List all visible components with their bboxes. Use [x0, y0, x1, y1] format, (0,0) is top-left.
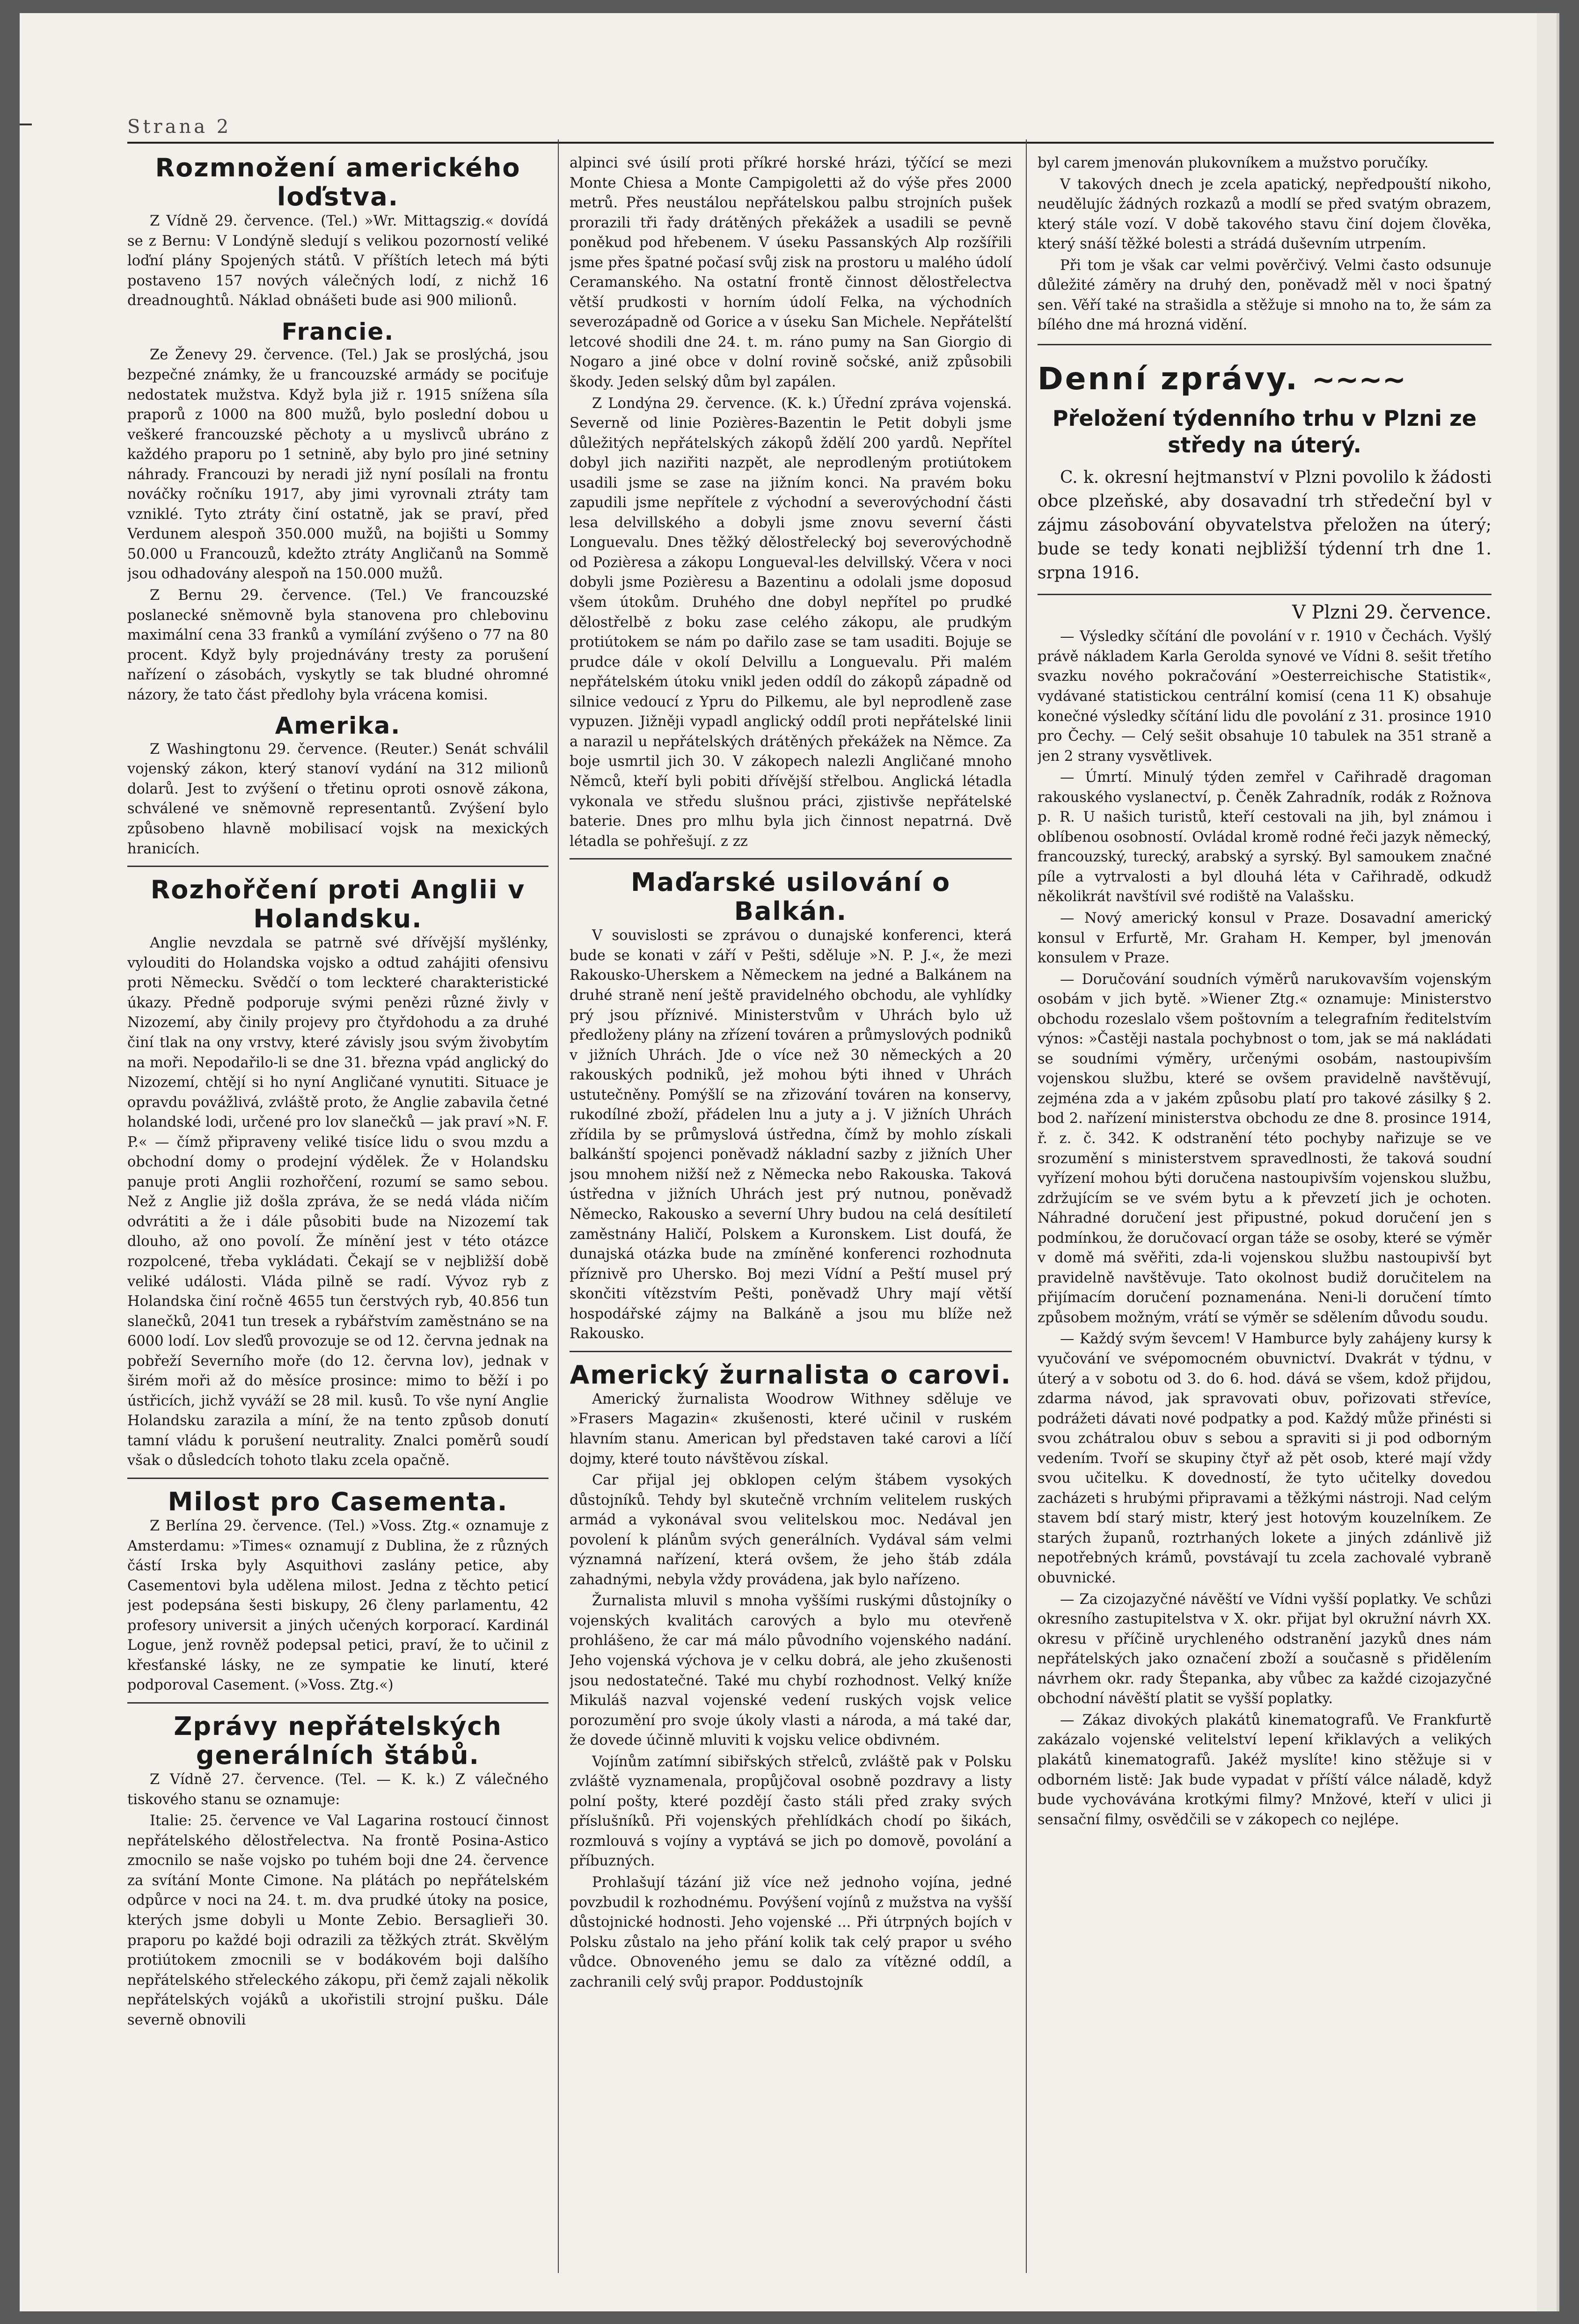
- scan-edge: [1557, 13, 1559, 2311]
- heading-casement: Milost pro Casementa.: [168, 1487, 508, 1516]
- market-announcement: C. k. okresní hejtmanství v Plzni povolilo k žádosti obce plzeňské, aby dosavadní trh středeční byl v zájmu zásobování obyvatelstva přeložen na úterý; bude se tedy konati nejbližší týdenní trh dne 1. srpna 1916.: [1038, 467, 1491, 583]
- article-paragraph: Z Vídně 29. července. (Tel.) »Wr. Mittagszig.« dovídá se z Bernu: V Londýně sledují s velikou pozorností veliké loďní plány Spojených států. V příštích letech má býti postaveno 157 nových válečných lodí, z nichž 16 dreadnoughtů. Náklad obnášeti bude asi 900 milionů.: [127, 213, 548, 309]
- scan-margin: [1537, 13, 1559, 2311]
- section-rule: [1038, 594, 1491, 595]
- article-paragraph: V takových dnech je zcela apatický, nepředpouští nikoho, neudělujíc žádných rozkazů a modlí se před svatým obrazem, který stále vozí. V době takového stavu činí dojem člověka, který snáší těžké bolesti a strádá duševním utrpením.: [1038, 176, 1491, 253]
- article-paragraph: Prohlašují tázání již více než jednoho vojína, jedné povzbudil k rozhodnému. Povýšení vojínů z mužstva na vyšší důstojnické hodnosti. Jeho vojenské ... Při útrpných bojích v Polsku zůstalo na jeho přání kolik tak celý prapor u svého vůdce. Obnoveného jemu se dalo za vítězné oddíl, a zachranili celý svůj prapor. Poddustojník: [570, 1874, 1012, 1990]
- column-divider-1: [558, 139, 559, 2273]
- column-1: [127, 153, 548, 2259]
- section-rule: [570, 858, 1012, 860]
- header-rule: [127, 142, 1494, 144]
- article-paragraph: Vojínům zatímní sibiřských střelců, zvláště pak v Polsku zvláště vyznamenala, propůjčoval osobně pozdravy a listy polní pošty, které pozdějí často stáli před zraky svých příslušníků. Při vojenských přehlídkách chodí po šikách, rozmlouvá s vojíny a vyptává se jich po domově, povolání a příbuzných.: [570, 1753, 1012, 1870]
- article-paragraph: Z Londýna 29. července. (K. k.) Úřední zpráva vojenská. Severně od linie Pozières-Bazentin le Petit dobyli jsme důležitých nepřátelských zákopů ždělí 200 yardů. Nepřítel dobyl jich naziřiti nazpět, ale neprodleným protiútokem usadili jsme se zase na jižním konci. Na pravém boku zapudili jsme nepřítele z východní a severovýchodní části lesa delvillského a dobyli jsme znovu severní části Longuevalu. Dnes těžký dělostřelecký boj severovýchodně od Pozièresa a zákopu Longueval-les delvillský. Včera v noci dobyli jsme Pozièresu a Bazentinu a odolali jsme doposud všem útokům. Druhého dne dobyl nepřítel po prudké dělostřelbě z boku zase celého zákopu, ale prudkým protiútokem se nám po dařilo zase se tam usaditi. Bojuje se prudce dále v okolí Delvillu a Longuevalu. Při malém nepřátelském útoku vnikl jeden oddíl do zákopů západně od silnice vedoucí z Ypru do Pilkemu, ale byl neprodleně zase vypuzen. Jižněji vypadl anglický oddíl proti nepřátelské linii a narazil u nepřátelských drátěných překážek na Němce. Za boje usmrtil jich 30. V zákopech nalezli Angličané mnoho Němců, kteří byli pobiti dřívější střelbou. Anglická létadla vykonala ve středu slušnou práci, zjistivše nepřátelské baterie. Dnes pro mlhu byla jich činnost nepatrná. Dvě létadla se pohřešují. z zz: [570, 395, 1012, 850]
- daily-news-heading: Denní zprávy.: [1038, 360, 1299, 397]
- news-item: — Úmrtí. Minulý týden zemřel v Cařihradě dragoman rakouského vyslanectví, p. Čeněk Zahradník, rodák z Rožnova p. R. U našich turistů, kteří cestovali na jih, byl známou i oblíbenou osobností. Ovládal kromě rodné řeči jazyk německý, francouzský, turecký, arabský a syrský. Byl samoukem značné píle a vytrvalosti a byl dlouhá léta v Cařihradě, odkudž několikrát navštívil své rodiště na Valašsku.: [1038, 769, 1491, 905]
- daily-news-banner: [1038, 357, 1491, 401]
- section-rule: [127, 1478, 548, 1479]
- article-paragraph: Při tom je však car velmi pověrčivý. Velmi často odsunuje důležité záměry na druhý den, poněvadž měl v noci špatný sen. Věří také na strašidla a stěžuje si mnoho na to, že sám za bílého dne má hrozná vidění.: [1038, 257, 1491, 334]
- article-paragraph: Car přijal jej obklopen celým štábem vysokých důstojníků. Tehdy byl skutečně vrchním velitelem ruských armád a vykonával svou velitelskou moc. Nedával jen povolení k plánům svých generálních. Vydával sám velmi významná nařízení, která ovšem, že jeho štáb zdála zahadnými, nebyla vždy provádena, jak bylo nařízeno.: [570, 1472, 1012, 1588]
- article-paragraph: V souvislosti se zprávou o dunajské konferenci, která bude se konati v září v Pešti, sděluje »N. P. J.«, že mezi Rakousko-Uherskem a Německem na jedné a Balkánem na druhé straně není ještě pravidelného obchodu, ale vyhlídky prý jsou příznivé. Ministerstvům v Uhrách bylo už předloženy plány na zřízení továren a průmyslových podniků v jižních Uhrách. Jde o více než 30 německých a 20 rakouských podniků, jež mohou býti ihned v Uhrách ustutečněny. Pomýšlí se na zřizování továren na konservy, rukodílné zboží, přádelen lnu a juty a j. V jižních Uhrách zřídila by se průmyslová ústředna, čímž by mohlo získali balkánští spojenci poněvadž nákladní sazby z jižních Uher jsou mnohem nižší než z Německa nebo Rakouska. Taková ústředna v jižních Uhrách jest prý nutnou, poněvadž Německo, Rakousko a severní Uhry budou na celá desítiletí zaměstnány Haličí, Polskem a Kuronskem. List doufá, že dunajská otázka bude na zmíněné konferenci rozhodnuta příznivě pro Uhersko. Boj mezi Vídní a Peští musel prý skončiti vítězstvím Pešti, poněvadž Uhry mají větší hospodářské zájmy na Balkáně a jsou mu blíže než Rakousko.: [570, 927, 1012, 1342]
- article-paragraph: Anglie nevzdala se patrně své dřívější myšlénky, vylouditi do Holandska vojsko a odtud zahájiti ofensivu proti Německu. Svědčí o tom leckteré charakteristické úkazy. Předně podporuje svými penězi různé živly v Nizozemí, aby činily projevy pro čtyřdohodu a za druhé činí tlak na ony vrstvy, které závisly jsou svým živobytím na moři. Nepodařilo-li se dne 31. března vpád anglický do Nizozemí, chtějí si ho nyní Angličané vynutiti. Situace je opravdu povážlivá, zvláště proto, že Anglie zabavila četné holandské lodi, určené pro lov slanečků — jak praví »N. F. P.« — čímž připraveny veliké tisíce lidu o svou mzdu a obchodní domy o prodejní výdělek. Že v Holandsku panuje proti Anglii rozhořčení, rozumí se samo sebou. Než z Anglie již došla zpráva, že se nedá vláda ničím odvrátiti a že i dále působiti bude na Nizozemí tak dlouho, až ono povolí. Že mínění jest v této otázce rozpolcené, třeba vykládati. Čekají se v nejbližší době veliké události. Vláda pilně se radí. Vývoz ryb z Holandska činí ročně 4655 tun čerstvých ryb, 40.856 tun slanečků, 2041 tun tresek a rybářstvím zaměstnáno se na 6000 lodí. Lov sleďů provozuje se od 12. června jednak na pobřeží Severního moře (do 12. června lov), jednak v širém moři až do měsíce prosince: mimo to běží i po ústřicích, jichž vyváží se 28 mil. kusů. To vše nyní Anglie Holandsku zarazila a míní, že na tento způsob donutí tamní vládu k porušení neutrality. Znalci poměrů soudí však o důsledcích tohoto tlaku zcela opačně.: [127, 935, 548, 1469]
- column-3: [1038, 153, 1491, 2259]
- scan-mark: [20, 124, 32, 125]
- news-item: — Nový americký konsul v Praze. Dosavadní americký konsul v Erfurtě, Mr. Graham H. Kemper, byl jmenován konsulem v Praze.: [1038, 910, 1491, 967]
- section-rule: [127, 866, 548, 867]
- column-divider-2: [1026, 139, 1027, 2273]
- article-paragraph: Z Vídně 27. července. (Tel. — K. k.) Z válečného tiskového stanu se oznamuje:: [127, 1771, 548, 1808]
- news-item: — Zákaz divokých plakátů kinematografů. Ve Frankfurtě zakázalo vojenské velitelství lepení křiklavých a velikých plakátů kinematografů. Jakéž myslíte! kino stěžuje si v odborném listě: Jak bude vypadat v příští válce náladě, když bude vychovávána krotkými filmy? Mnžové, kteří v ulici ji sensační filmy, osvědčili se v zákopech co nejlépe.: [1038, 1712, 1491, 1828]
- section-rule: [1038, 344, 1491, 345]
- dateline: V Plzni 29. července.: [1292, 601, 1491, 623]
- article-paragraph: Americký žurnalista Woodrow Withney sděluje ve »Frasers Magazin« zkušenosti, které učinil v ruském hlavním stanu. American byl představen také carovi a líčí dojmy, které touto návštěvou získal.: [570, 1391, 1012, 1467]
- ornament-tildes: ~~~~: [1311, 363, 1406, 396]
- section-rule: [570, 1351, 1012, 1352]
- news-item: — Každý svým ševcem! V Hamburce byly zahájeny kursy k vyučování ve svépomocném obuvnictví. Dvakrát v týdnu, v úterý a v sobotu od 3. do 6. hod. dává se všem, kdož přijdou, zdarma návod, jak spravovati obuv, pořizovati střevíce, podrážeti dávati nové podpatky a pod. Každý může přinésti si svou zchátralou obuv s sebou a spraviti si ji pod odborným vedením. Tvoří se skupiny čtyř až pět osob, které mají vždy svou učitelku. K dovedností, že tyto učitelky dovedou zacházeti s hrubými připravami a těžkými nástroji. Nad celým stavem bdí starý mistr, který jest hotovým kouzelníkem. Ze starých županů, roztrhaných lokete a jiných zdánlivě již nepotřebných krámů, povstávají tu zcela zachovalé vybraně obuvnické.: [1038, 1331, 1491, 1587]
- heading-america: Amerika.: [275, 712, 401, 740]
- heading-journalist-tsar: Americký žurnalista o carovi.: [570, 1360, 1012, 1390]
- heading-american-navy: Rozmnožení amerického loďstva.: [155, 153, 521, 212]
- heading-holland: Rozhořčení proti Anglii v Holandsku.: [150, 875, 526, 934]
- article-paragraph: byl carem jmenován plukovníkem a mužstvo poručíky.: [1038, 155, 1429, 171]
- article-paragraph: Z Bernu 29. července. (Tel.) Ve francouzské poslanecké sněmovně byla stanovena pro chlebovinu maximální cena 33 franků a vymílání zvýšeno o 77 na 80 procent. Když byly projednávány tresty za porušení nařízení o zásobách, vyskytly se tak bludné ohromné názory, že tato část předlohy byla vrácena komisi.: [127, 587, 548, 703]
- article-paragraph: Žurnalista mluvil s mnoha vyššími ruskými důstojníky o vojenských kvalitách carových a bylo mu otevřeně prohlášeno, že car má málo původního vojenského nadání. Jeho vojenská výchova je v celku dobrá, ale jeho zkušenosti jsou nedostatečné. Také mu chybí rozhodnost. Velký kníže Mikuláš nazval vojenské vedení ruských vojsk velice porozumění pro svoje úkoly vlasti a národa, a má také dar, že dovede účinně mluviti k vojsku velice obdivném.: [570, 1593, 1012, 1749]
- article-paragraph: Ze Ženevy 29. července. (Tel.) Jak se proslýchá, jsou bezpečné známky, že u francouzské armády se pociťuje nedostatek mužstva. Když byla již r. 1915 snížena síla praporů z 1000 na 800 mužů, bylo poslední dobou u veškeré francouzské pěchoty a u myslivců ubráno z každého praporu po 1 setnině, aby bylo pro jiné setniny náhrady. Francouzi by neradi již nyní posílali na frontu nováčky ročníku 1917, aby jimi vyrovnali ztráty tam vzniklé. Tyto ztráty činí ostatně, jak se praví, před Verdunem alespoň 350.000 mužů, na bojišti u Sommy 50.000 u Francouzů, kdežto ztráty Angličanů na Sommě jsou odhadovány alespoň na 150.000 mužů.: [127, 347, 548, 583]
- article-paragraph: Z Washingtonu 29. července. (Reuter.) Senát schválil vojenský zákon, který stanoví vydání na 312 milionů dolarů. Jest to zvýšení o třetinu oproti osnově zákona, schválené ve sněmovně representantů. Zvýšení bylo způsobeno hlavně mobilisací vojsk na mexických hranicích.: [127, 741, 548, 857]
- section-rule: [127, 1702, 548, 1704]
- article-paragraph: alpinci své úsilí proti příkré horské hrázi, týčící se mezi Monte Chiesa a Monte Campigoletti až do výše přes 2000 metrů. Přes neustálou nepřátelskou palbu strojních pušek prorazili tři řady drátěných překážek a usadili se pevně poněkud pod hřebenem. V úseku Passanských Alp rozšířili jsme přes špatné počasí svůj zisk na prostoru u malého údolí Ceramanského. Na ostatní frontě činnost dělostřelectva větší prudkosti v horním údolí Felka, na východních severozápadně od Gorice a v úseku San Michele. Nepřátelští letcové shodili dne 24. t. m. ráno pumy na San Giorgio di Nogaro a jiné obce v dolní rovině sočské, aniž způsobili škody. Jeden selský dům byl zapálen.: [570, 155, 1012, 391]
- newspaper-page: [20, 13, 1559, 2311]
- heading-france: Francie.: [281, 318, 395, 345]
- news-item: — Za cizojazyčné návěští ve Vídni vyšší poplatky. Ve schůzi okresního zastupitelstva v X. okr. přijat byl okružní návrh XX. okresu v příčině urychleného odstranění jazyků dnes nám nepřátelských jako označení zboží a současně s přidělením návrhem okr. rady Štepanka, aby vůbec za každé cizojazyčné obchodní návěští platit se vyšší poplatky.: [1038, 1591, 1491, 1707]
- heading-market-moved: Přeložení týdenního trhu v Plzni ze středy na úterý.: [1052, 405, 1477, 458]
- column-2: [570, 153, 1012, 2259]
- heading-enemy-staffs: Zprávy nepřátelských generálních štábů.: [174, 1712, 502, 1770]
- news-item: — Doručování soudních výměrů narukovavším vojenským osobám v jich bytě. »Wiener Ztg.« oznamuje: Ministerstvo obchodu rozeslalo všem poštovním a telegrafním ředitelstvím výnos: »Častěji nastala pochybnost o tom, jak se má nakládati se soudními výměry, určenými osobám, nastoupivším vojenskou službu, které se ovšem pravidelně navštěvují, zejména zda a v jakém způsobu platí pro takové zásilky § 2. bod 2. nařízení ministerstva obchodu ze dne 8. prosince 1914, ř. z. č. 342. K odstranění této pochyby nařizuje se ve srozumění s ministerstvem spravedlnosti, že taková soudní vyřízení mohou býti doručena nastoupivším vojenskou službu, zdržujícím se ve svém bytu a k převzetí jich je ochoten. Náhradné doručení jest připustné, pokud doručení jen s podmínkou, že doručovací organ táže se osoby, které se výměr v domě má svěřiti, zda-li vojenskou službu nastoupivší byt pravidelně navštěvuje. Tato okolnost budiž doručitelem na přijímacím doručení poznamenána. Neni-li doručení tímto způsobem možným, vrátí se výměr se sdělením důvodu soudu.: [1038, 971, 1491, 1326]
- page-number: Strana 2: [127, 116, 232, 138]
- news-item: — Výsledky sčítání dle povolání v r. 1910 v Čechách. Vyšlý právě nákladem Karla Gerolda synové ve Vídni 8. sešit třetího svazku nového pokračování »Oesterreichische Statistik«, vydávané statistickou centrální komisí (cena 11 K) obsahuje konečné výsledky sčítání lidu dle povolání z 31. prosince 1910 pro Čechy. — Celý sešit obsahuje 10 tabulek na 351 straně a jen 2 strany vysvětlivek.: [1038, 628, 1491, 765]
- article-paragraph: Italie: 25. července ve Val Lagarina rostoucí činnost nepřátelského dělostřelectva. Na frontě Posina-Astico zmocnilo se naše vojsko po tuhém boji dne 24. července za svítání Monte Cimone. Na plátách po nepřátelském odpůrce v noci na 24. t. m. dva prudké útoky na posice, kterých jsme dobyli u Monte Zebio. Bersaglieři 30. praporu po každé boji odrazili za těžkých ztrát. Skvělým protiútokem zmocnili se v bodákovém boji dalšího nepřátelského střeleckého zákopu, při čemž zajali několik nepřátelských vojáků a ukořistili strojní pušku. Dále severně obnovili: [127, 1813, 548, 2028]
- heading-hungary-balkan: Maďarské usilování o Balkán.: [630, 867, 951, 926]
- article-paragraph: Z Berlína 29. července. (Tel.) »Voss. Ztg.« oznamuje z Amsterdamu: »Times« oznamují z Dublina, že z různých částí Irska byly Asquithovi zaslány petice, aby Casementovi byla udělena milost. Jedna z těchto peticí jest podepsána šesti biskupy, 26 členy parlamentu, 42 profesory universit a jiných učených korporací. Kardinál Logue, jenž rovněž podepsal petici, praví, že to učinil z křesťanské lásky, ne ze sympatie ke linutí, které podporoval Casement. (»Voss. Ztg.«): [127, 1518, 548, 1694]
